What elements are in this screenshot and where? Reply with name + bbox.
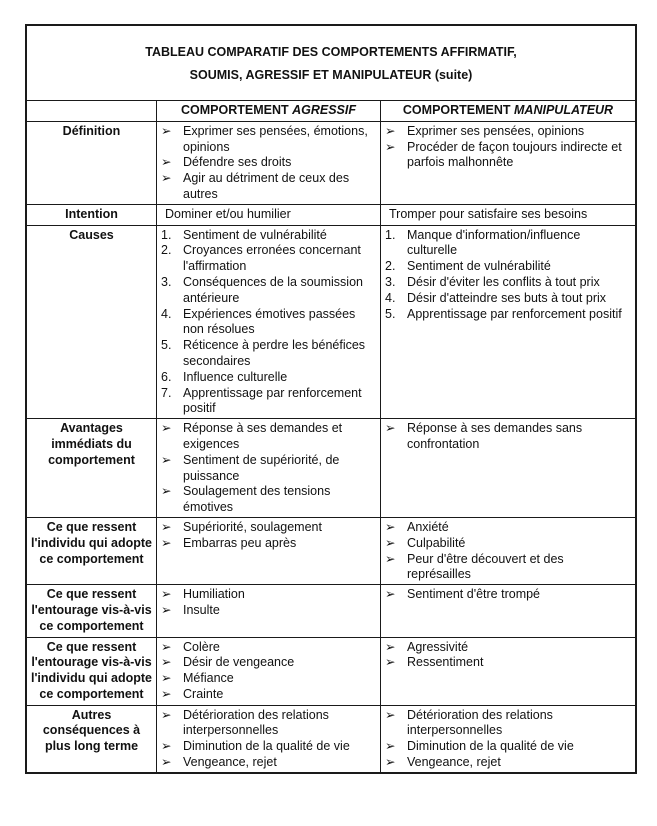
list-item — [161, 687, 376, 703]
list-item — [385, 307, 631, 323]
bullet-arrow-icon: ➢ — [161, 671, 172, 686]
list-item — [385, 536, 631, 552]
bullet-arrow-icon: ➢ — [161, 707, 172, 722]
list-item — [385, 739, 631, 755]
cell-manipulateur — [381, 226, 635, 420]
item-text: Agir au détriment de ceux des autres — [183, 171, 350, 201]
item-text: Apprentissage par renforcement positif — [407, 306, 622, 321]
item-number: 3. — [161, 274, 172, 289]
item-number: 5. — [385, 306, 396, 321]
list-item — [385, 421, 631, 453]
row-label: Autres conséquences à plus long terme — [27, 706, 157, 772]
item-list — [161, 708, 376, 771]
bullet-arrow-icon: ➢ — [385, 123, 396, 138]
item-number: 1. — [161, 227, 172, 242]
item-list — [161, 640, 376, 703]
list-item — [161, 228, 376, 244]
row-label: Ce que ressent l'entourage vis-à-vis ce comportement — [27, 585, 157, 637]
item-text: Conséquences de la soumission antérieure — [183, 274, 363, 305]
list-item — [161, 603, 376, 619]
list-item — [385, 708, 631, 740]
list-item — [161, 338, 376, 370]
item-number: 4. — [161, 306, 172, 321]
table-title — [27, 26, 635, 101]
item-number: 1. — [385, 227, 396, 242]
list-item — [161, 484, 376, 516]
cell-agressif — [157, 638, 381, 706]
item-list — [161, 587, 376, 619]
item-text: Supériorité, soulagement — [183, 519, 322, 534]
cell-manipulateur — [381, 419, 635, 518]
row-label: Causes — [27, 226, 157, 420]
title-line-1: TABLEAU COMPARATIF DES COMPORTEMENTS AFFIRMATIF, — [145, 45, 517, 59]
item-text: Sentiment de supériorité, de puissance — [183, 452, 340, 483]
list-item — [161, 536, 376, 552]
bullet-arrow-icon: ➢ — [161, 739, 172, 754]
item-list — [385, 124, 631, 171]
row-label: Définition — [27, 122, 157, 205]
cell-agressif — [157, 419, 381, 518]
item-list — [161, 520, 376, 552]
row-label: Avantages immédiats du comportement — [27, 419, 157, 518]
item-list — [385, 520, 631, 583]
item-text: Agressivité — [407, 639, 469, 654]
bullet-arrow-icon: ➢ — [385, 639, 396, 654]
bullet-arrow-icon: ➢ — [161, 602, 172, 617]
item-text: Influence culturelle — [183, 369, 288, 384]
item-text: Réponse à ses demandes sans confrontation — [407, 421, 583, 451]
item-list — [161, 124, 376, 203]
header-agressif-emph: AGRESSIF — [292, 103, 356, 117]
item-text: Sentiment de vulnérabilité — [183, 227, 327, 242]
bullet-arrow-icon: ➢ — [385, 655, 396, 670]
table-grid — [27, 101, 635, 772]
item-text: Soulagement des tensions émotives — [183, 484, 331, 515]
cell-agressif — [157, 706, 381, 772]
cell-manipulateur — [381, 585, 635, 637]
item-list — [385, 708, 631, 771]
list-item — [161, 708, 376, 740]
header-manipulateur — [381, 101, 635, 122]
bullet-arrow-icon: ➢ — [385, 551, 396, 566]
cell-manipulateur — [381, 638, 635, 706]
item-text: Désir de vengeance — [183, 655, 295, 670]
item-text: Méfiance — [183, 671, 234, 686]
item-list — [385, 228, 631, 323]
item-number: 3. — [385, 274, 396, 289]
list-item — [385, 640, 631, 656]
list-item — [385, 552, 631, 584]
item-text: Procéder de façon toujours indirecte et parfois malhonnête — [407, 139, 622, 170]
bullet-arrow-icon: ➢ — [161, 123, 172, 138]
item-number: 4. — [385, 290, 396, 305]
item-text: Apprentissage par renforcement positif — [183, 385, 362, 416]
item-list — [385, 640, 631, 672]
bullet-arrow-icon: ➢ — [161, 655, 172, 670]
list-item — [385, 140, 631, 172]
list-item — [385, 655, 631, 671]
bullet-arrow-icon: ➢ — [385, 139, 396, 154]
item-number: 2. — [385, 259, 396, 274]
bullet-arrow-icon: ➢ — [161, 755, 172, 770]
bullet-arrow-icon: ➢ — [161, 155, 172, 170]
bullet-arrow-icon: ➢ — [161, 587, 172, 602]
item-number: 2. — [161, 243, 172, 258]
bullet-arrow-icon: ➢ — [161, 639, 172, 654]
item-text: Exprimer ses pensées, opinions — [407, 123, 585, 138]
item-text: Culpabilité — [407, 535, 466, 550]
list-item — [161, 453, 376, 485]
item-text: Insulte — [183, 602, 220, 617]
list-item — [161, 370, 376, 386]
bullet-arrow-icon: ➢ — [161, 519, 172, 534]
item-number: 5. — [161, 338, 172, 353]
list-item — [161, 755, 376, 771]
item-text: Expériences émotives passées non résolues — [183, 306, 356, 337]
header-agressif — [157, 101, 381, 122]
list-item — [385, 259, 631, 275]
row-label: Ce que ressent l'entourage vis-à-vis l'individu qui adopte ce comportement — [27, 638, 157, 706]
list-item — [161, 171, 376, 203]
header-manipulateur-prefix: COMPORTEMENT — [402, 103, 515, 117]
item-text: Désir d'éviter les conflits à tout prix — [407, 274, 600, 289]
list-item — [161, 243, 376, 275]
item-text: Diminution de la qualité de vie — [407, 739, 574, 754]
item-text: Embarras peu après — [183, 535, 297, 550]
cell-manipulateur — [381, 518, 635, 585]
cell-agressif — [157, 205, 381, 226]
list-item — [161, 155, 376, 171]
item-text: Réponse à ses demandes et exigences — [183, 421, 343, 451]
header-manipulateur-emph: MANIPULATEUR — [514, 103, 614, 117]
item-list — [161, 421, 376, 516]
list-item — [161, 739, 376, 755]
item-list — [385, 587, 631, 603]
list-item — [385, 124, 631, 140]
cell-manipulateur — [381, 205, 635, 226]
bullet-arrow-icon: ➢ — [161, 171, 172, 186]
item-text: Vengeance, rejet — [183, 755, 277, 770]
list-item — [161, 307, 376, 339]
item-text: Peur d'être découvert et des représailles — [407, 551, 564, 582]
item-list — [161, 228, 376, 418]
bullet-arrow-icon: ➢ — [161, 535, 172, 550]
bullet-arrow-icon: ➢ — [385, 421, 396, 436]
list-item — [385, 587, 631, 603]
list-item — [161, 520, 376, 536]
item-number: 6. — [161, 369, 172, 384]
item-text: Réticence à perdre les bénéfices secondaires — [183, 338, 366, 368]
list-item — [161, 640, 376, 656]
item-text: Détérioration des relations interpersonnelles — [407, 707, 553, 738]
row-label: Intention — [27, 205, 157, 226]
header-agressif-prefix: COMPORTEMENT — [180, 103, 293, 117]
item-text: Défendre ses droits — [183, 155, 292, 170]
bullet-arrow-icon: ➢ — [385, 707, 396, 722]
list-item — [161, 655, 376, 671]
list-item — [161, 386, 376, 418]
header-empty — [27, 101, 157, 122]
list-item — [385, 520, 631, 536]
item-text: Ressentiment — [407, 655, 484, 670]
bullet-arrow-icon: ➢ — [385, 587, 396, 602]
cell-manipulateur — [381, 706, 635, 772]
list-item — [161, 275, 376, 307]
bullet-arrow-icon: ➢ — [385, 519, 396, 534]
cell-agressif — [157, 585, 381, 637]
bullet-arrow-icon: ➢ — [161, 452, 172, 467]
bullet-arrow-icon: ➢ — [385, 755, 396, 770]
item-text: Détérioration des relations interpersonnelles — [183, 707, 329, 738]
list-item — [161, 671, 376, 687]
item-text: Sentiment d'être trompé — [407, 587, 541, 602]
list-item — [385, 755, 631, 771]
item-text: Désir d'atteindre ses buts à tout prix — [407, 290, 607, 305]
bullet-arrow-icon: ➢ — [385, 739, 396, 754]
list-item — [161, 124, 376, 156]
list-item — [161, 421, 376, 453]
item-number: 7. — [161, 385, 172, 400]
item-list — [385, 421, 631, 453]
list-item — [385, 228, 631, 260]
title-line-2: SOUMIS, AGRESSIF ET MANIPULATEUR (suite) — [189, 68, 473, 82]
item-text: Manque d'information/influence culturelle — [407, 227, 581, 258]
item-text: Diminution de la qualité de vie — [183, 739, 350, 754]
cell-agressif — [157, 122, 381, 205]
bullet-arrow-icon: ➢ — [385, 535, 396, 550]
cell-manipulateur — [381, 122, 635, 205]
bullet-arrow-icon: ➢ — [161, 686, 172, 701]
item-text: Colère — [183, 639, 220, 654]
row-label: Ce que ressent l'individu qui adopte ce comportement — [27, 518, 157, 585]
list-item — [385, 275, 631, 291]
item-text: Humiliation — [183, 587, 245, 602]
cell-agressif — [157, 518, 381, 585]
list-item — [161, 587, 376, 603]
item-text: Vengeance, rejet — [407, 755, 501, 770]
comparison-table — [25, 24, 637, 774]
bullet-arrow-icon: ➢ — [161, 484, 172, 499]
item-text: Sentiment de vulnérabilité — [407, 259, 551, 274]
item-text: Exprimer ses pensées, émotions, opinions — [183, 123, 368, 154]
cell-text: Tromper pour satisfaire ses besoins — [389, 206, 588, 221]
item-text: Anxiété — [407, 519, 449, 534]
bullet-arrow-icon: ➢ — [161, 421, 172, 436]
cell-agressif — [157, 226, 381, 420]
item-text: Croyances erronées concernant l'affirmation — [183, 243, 361, 274]
list-item — [385, 291, 631, 307]
cell-text: Dominer et/ou humilier — [165, 206, 291, 221]
item-text: Crainte — [183, 686, 224, 701]
